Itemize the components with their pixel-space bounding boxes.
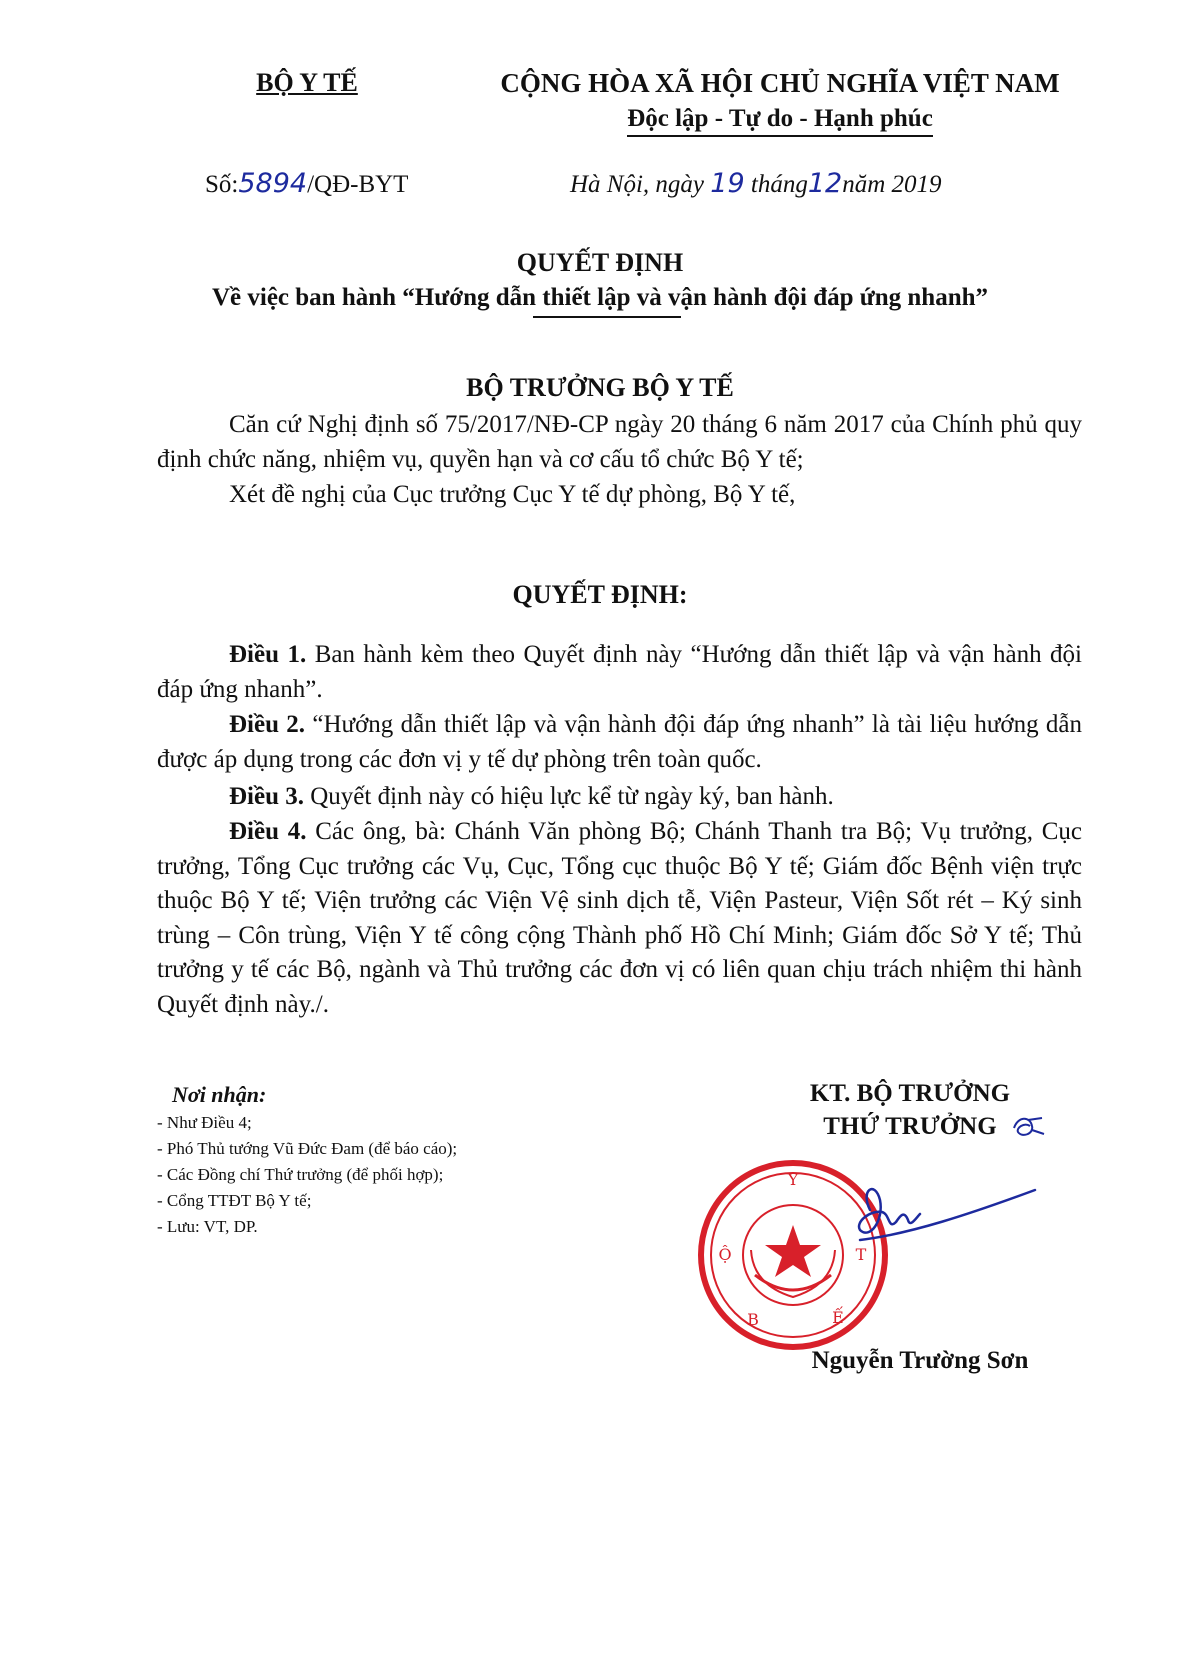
signer-title-line1: KT. BỘ TRƯỞNG <box>809 1080 1011 1107</box>
svg-text:Ộ: Ộ <box>718 1245 732 1264</box>
signer-title-line2: THỨ TRƯỞNG <box>823 1113 997 1140</box>
signer-name: Nguyễn Trường Sơn <box>811 1347 1029 1374</box>
preamble-basis-text: Căn cứ Nghị định số 75/2017/NĐ-CP ngày 20 tháng 6 năm 2017 của Chính phủ quy định chức năng, nhiệm vụ, quyền hạn và cơ cấu tổ chức Bộ Y tế; <box>157 411 1082 473</box>
recipient-item: - Các Đồng chí Thứ trưởng (để phối hợp); <box>157 1165 444 1184</box>
preamble-proposal-text: Xét đề nghị của Cục trưởng Cục Y tế dự phòng, Bộ Y tế, <box>229 481 796 508</box>
doc-no-handwritten: 5894 <box>238 168 308 199</box>
date-month-label: tháng <box>750 171 808 198</box>
recipient-item: - Như Điều 4; <box>157 1113 252 1132</box>
article-label: Điều 2. <box>229 711 306 738</box>
subject-underline <box>533 316 681 318</box>
ministry-name: BỘ Y TẾ <box>256 68 358 97</box>
article-1 <box>157 638 1082 707</box>
issuing-authority: BỘ TRƯỞNG BỘ Y TẾ <box>466 373 734 402</box>
svg-text:Y: Y <box>787 1170 799 1189</box>
recipient-item: - Cổng TTĐT Bộ Y tế; <box>157 1191 312 1210</box>
preamble-proposal <box>157 478 1082 513</box>
article-4 <box>157 815 1082 1022</box>
doc-no-prefix: Số: <box>205 171 239 198</box>
article-text: Các ông, bà: Chánh Văn phòng Bộ; Chánh Thanh tra Bộ; Vụ trưởng, Cục trưởng, Tổng Cục trưởng các Vụ, Cục, Tổng cục thuộc Bộ Y tế; Giám đốc Bệnh viện trực thuộc Bộ Y tế; Viện trưởng các Viện Vệ sinh dịch tễ, Viện Pasteur, Viện Sốt rét – Ký sinh trùng – Côn trùng, Viện Y tế công cộng Thành phố Hồ Chí Minh; Giám đốc Sở Y tế; Thủ trưởng y tế các Bộ, ngành và Thủ trưởng các đơn vị có liên quan chịu trách nhiệm thi hành Quyết định này./. <box>157 818 1083 1018</box>
doc-no-suffix: /QĐ-BYT <box>307 171 409 198</box>
decision-subject: Về việc ban hành “Hướng dẫn thiết lập và vận hành đội đáp ứng nhanh” <box>211 284 989 311</box>
article-3 <box>157 780 1082 815</box>
article-text: Ban hành kèm theo Quyết định này “Hướng dẫn thiết lập và vận hành đội đáp ứng nhanh”. <box>157 641 1082 703</box>
article-label: Điều 3. <box>229 783 304 810</box>
date-place: Hà Nội, ngày <box>570 171 705 198</box>
date-month-handwritten: 12 <box>807 168 843 199</box>
article-2 <box>157 708 1082 777</box>
article-label: Điều 4. <box>229 818 307 845</box>
document-number <box>205 168 408 199</box>
recipient-item: - Phó Thủ tướng Vũ Đức Đam (để báo cáo); <box>157 1139 458 1158</box>
article-label: Điều 1. <box>229 641 307 668</box>
national-motto <box>480 105 1080 133</box>
recipients-list <box>157 1110 457 1240</box>
handwritten-signature-icon <box>800 1170 1040 1270</box>
article-text: “Hướng dẫn thiết lập và vận hành đội đáp ứng nhanh” là tài liệu hướng dẫn được áp dụng trong các đơn vị y tế dự phòng trên toàn quốc. <box>157 711 1082 773</box>
decision-heading: QUYẾT ĐỊNH <box>516 248 684 277</box>
preamble-basis <box>157 408 1082 477</box>
issue-date <box>570 168 942 199</box>
motto-text: Độc lập - Tự do - Hạnh phúc <box>627 105 933 137</box>
decide-heading: QUYẾT ĐỊNH: <box>512 580 688 609</box>
country-name: CỘNG HÒA XÃ HỘI CHỦ NGHĨA VIỆT NAM <box>500 68 1060 98</box>
svg-text:Ế: Ế <box>832 1308 844 1327</box>
date-year: năm 2019 <box>842 171 942 198</box>
initial-mark-icon <box>1010 1112 1046 1142</box>
recipients-title: Nơi nhận: <box>172 1082 267 1107</box>
svg-text:B: B <box>747 1310 759 1329</box>
recipient-item: - Lưu: VT, DP. <box>157 1217 258 1236</box>
article-text: Quyết định này có hiệu lực kể từ ngày ký, ban hành. <box>310 783 834 810</box>
svg-text:T: T <box>855 1245 867 1264</box>
date-day-handwritten: 19 <box>710 168 745 199</box>
